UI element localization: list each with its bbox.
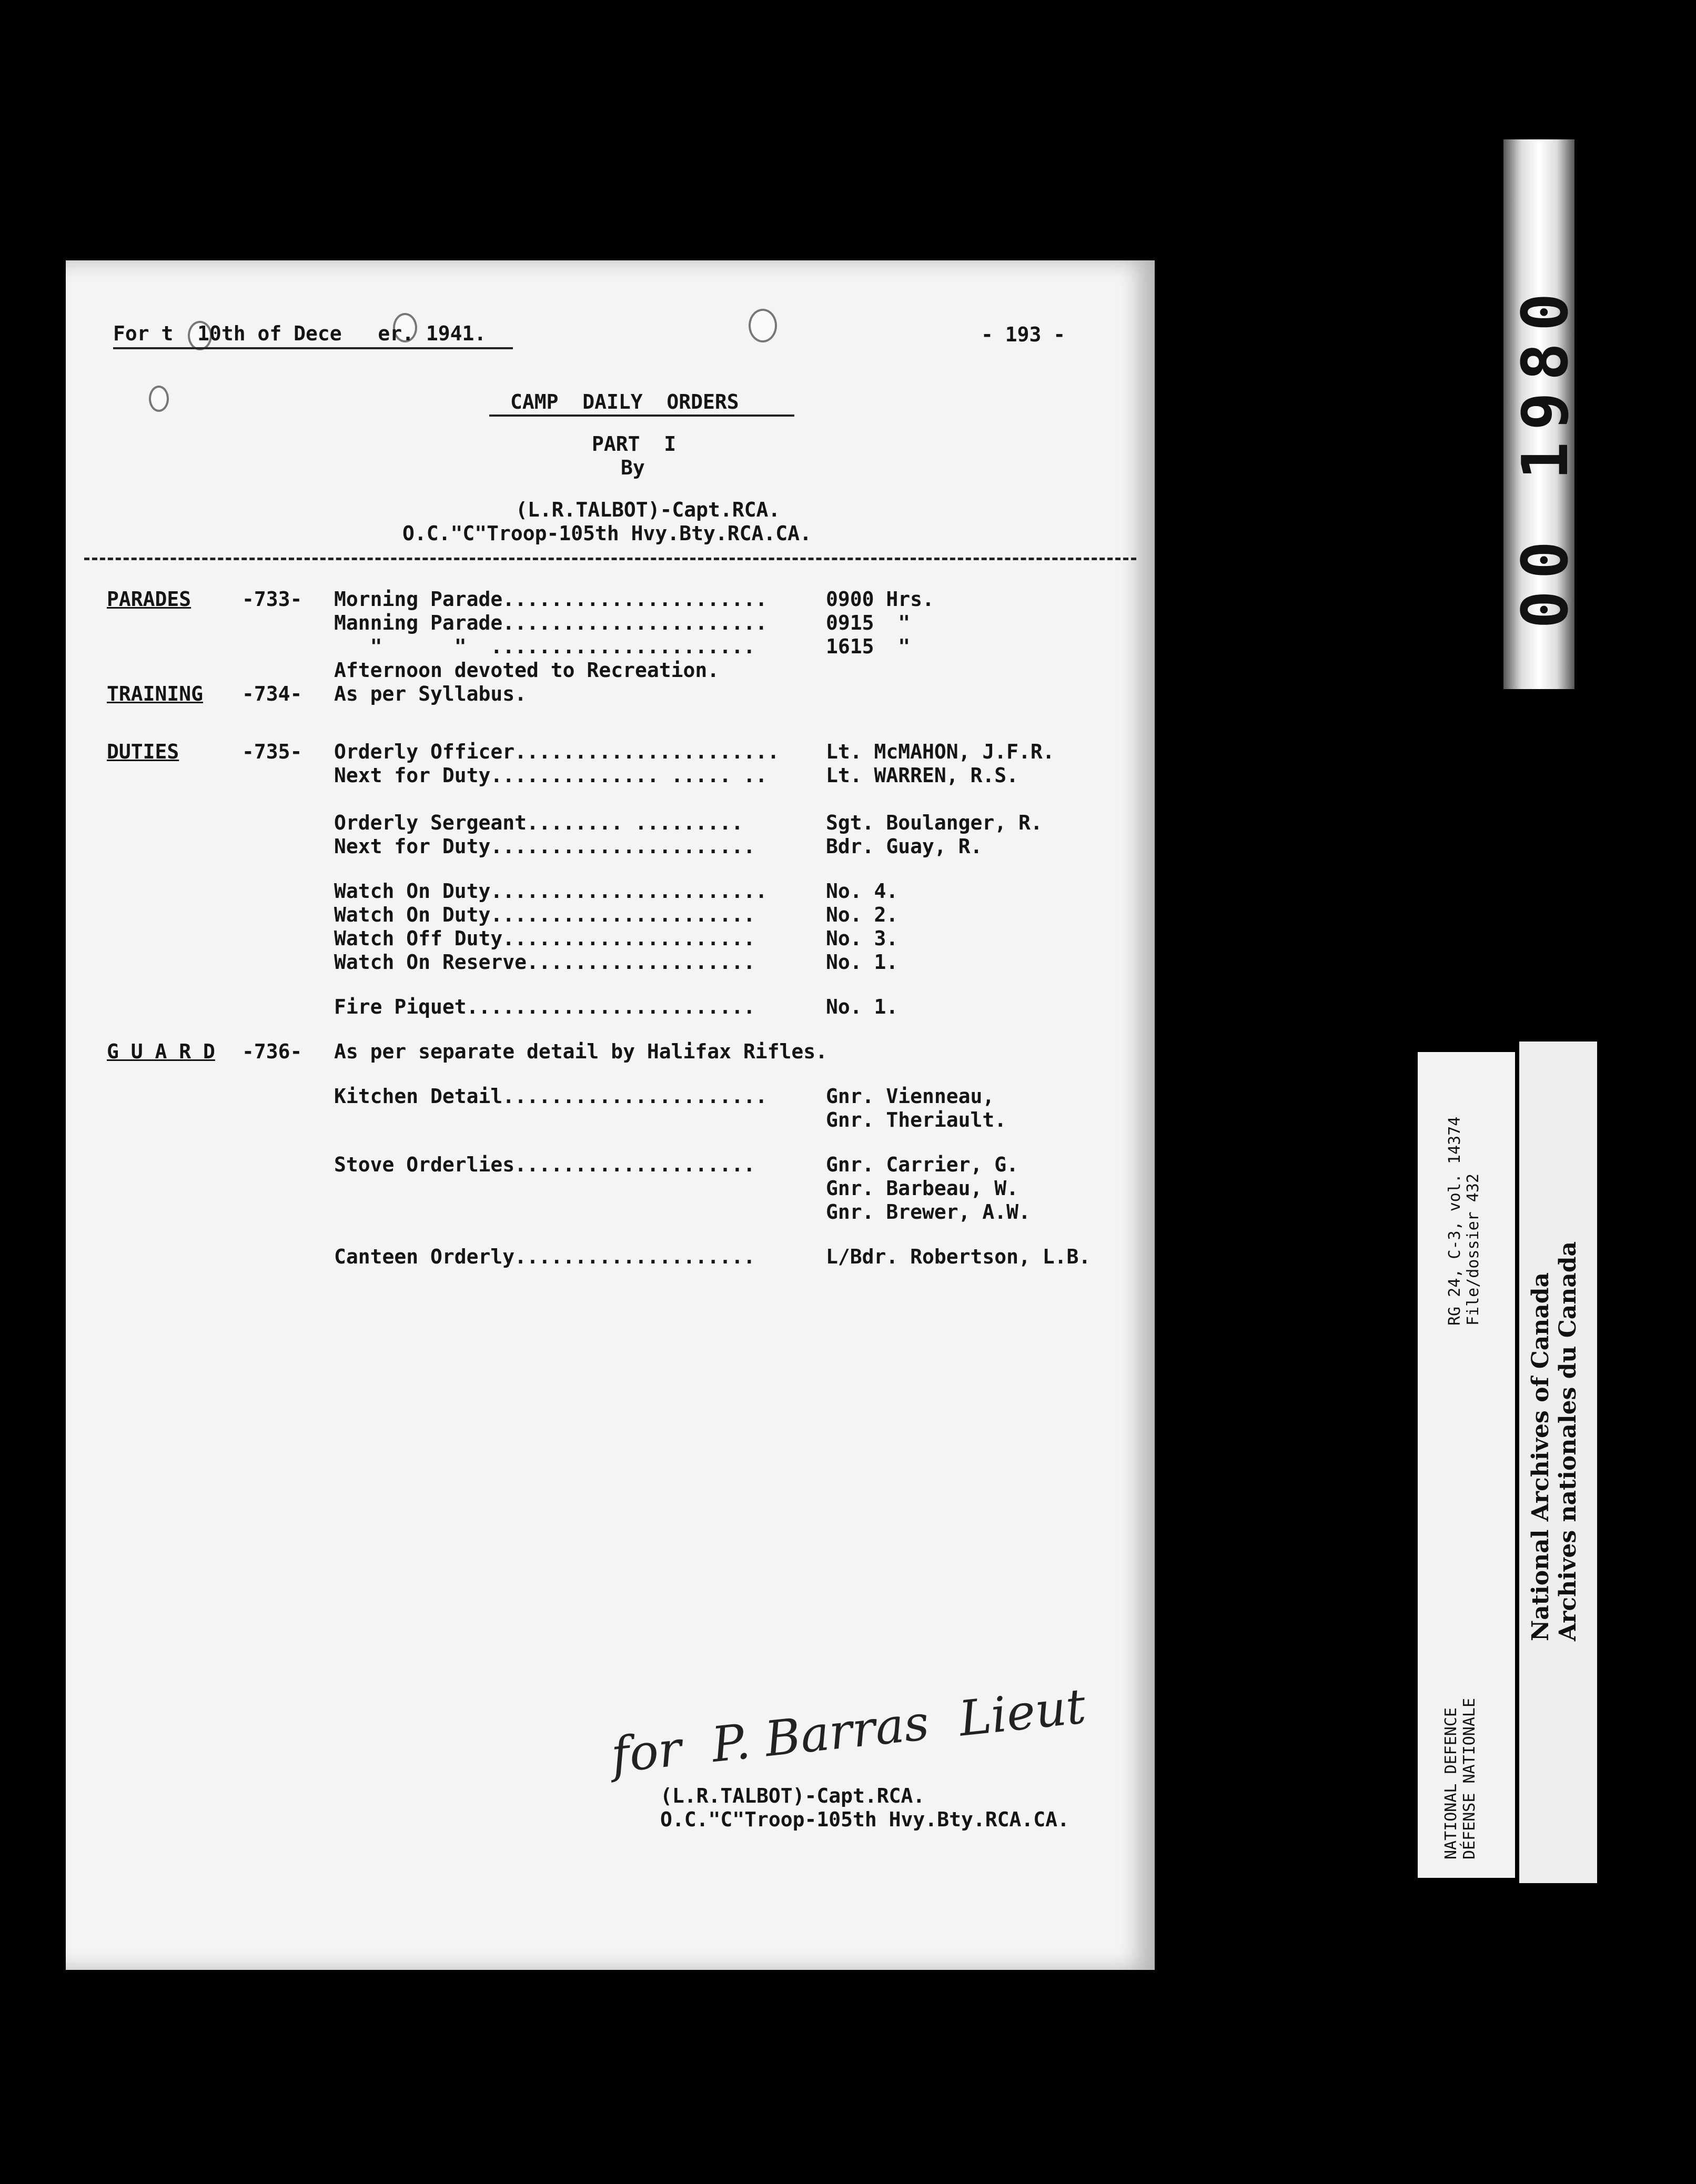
order-item: Orderly Officer...................... bbox=[334, 740, 780, 763]
order-value: No. 2. bbox=[826, 903, 899, 926]
order-value: 0915 " bbox=[826, 611, 911, 634]
section-heading: TRAINING bbox=[107, 682, 204, 705]
national-archives-en: National Archives of Canada bbox=[1527, 1272, 1554, 1641]
order-number: -736- bbox=[242, 1040, 302, 1063]
order-value: No. 3. bbox=[826, 927, 899, 950]
order-item: Fire Piquet........................ bbox=[334, 995, 755, 1018]
frame-number: 00 1980 bbox=[1509, 281, 1582, 629]
authority-name: (L.R.TALBOT)-Capt.RCA. bbox=[516, 498, 781, 521]
order-item: Stove Orderlies.................... bbox=[334, 1153, 755, 1176]
order-item: Morning Parade...................... bbox=[334, 588, 768, 611]
order-value: Gnr. Theriault. bbox=[826, 1108, 1007, 1131]
order-number: -734- bbox=[242, 682, 302, 705]
order-item: Orderly Sergeant........ ......... bbox=[334, 811, 743, 834]
order-value: Bdr. Guay, R. bbox=[826, 835, 983, 858]
order-item: Watch On Reserve................... bbox=[334, 951, 755, 974]
order-item: Watch Off Duty..................... bbox=[334, 927, 755, 950]
authority-unit: O.C."C"Troop-105th Hvy.Bty.RCA.CA. bbox=[402, 522, 812, 545]
order-value: Sgt. Boulanger, R. bbox=[826, 811, 1043, 834]
section-heading: G U A R D bbox=[107, 1040, 215, 1063]
order-item: As per separate detail by Halifax Rifles. bbox=[334, 1040, 827, 1063]
order-item: Next for Duty.............. ..... .. bbox=[334, 764, 768, 787]
order-value: Lt. McMAHON, J.F.R. bbox=[826, 740, 1055, 763]
order-number: -733- bbox=[242, 588, 302, 611]
section-heading: PARADES bbox=[107, 588, 191, 611]
camp-orders-title: CAMP DAILY ORDERS bbox=[510, 390, 739, 413]
signature-line-1: (L.R.TALBOT)-Capt.RCA. bbox=[660, 1784, 925, 1807]
section-heading: DUTIES bbox=[107, 740, 179, 763]
archive-reference-file: File/dossier 432 bbox=[1464, 1174, 1482, 1326]
order-item: Watch On Duty...................... bbox=[334, 903, 755, 926]
handwritten-signature: for P. Barras Lieut bbox=[608, 1677, 1088, 1784]
order-value: L/Bdr. Robertson, L.B. bbox=[826, 1245, 1091, 1268]
archive-reference-label bbox=[1418, 1052, 1515, 1878]
title-underline bbox=[489, 414, 794, 417]
typed-order-page bbox=[66, 260, 1155, 1970]
order-value: No. 4. bbox=[826, 879, 899, 903]
order-value: Gnr. Brewer, A.W. bbox=[826, 1200, 1031, 1224]
order-item: Kitchen Detail...................... bbox=[334, 1085, 768, 1108]
order-value: No. 1. bbox=[826, 951, 899, 974]
order-item: Canteen Orderly.................... bbox=[334, 1245, 755, 1268]
archive-reference-volume: RG 24, C-3, vol. 14374 bbox=[1446, 1116, 1464, 1326]
order-item: Afternoon devoted to Recreation. bbox=[334, 659, 720, 682]
order-item: As per Syllabus. bbox=[334, 682, 527, 705]
part-label: PART I bbox=[592, 432, 677, 456]
order-value: 1615 " bbox=[826, 635, 911, 658]
frame-number-strip bbox=[1503, 139, 1582, 689]
order-value: No. 1. bbox=[826, 995, 899, 1018]
punch-hole bbox=[149, 386, 169, 412]
date-underline bbox=[113, 347, 513, 349]
national-archives-label bbox=[1519, 1042, 1597, 1883]
by-label: By bbox=[621, 456, 645, 479]
order-number: -735- bbox=[242, 740, 302, 763]
order-item: Watch On Duty....................... bbox=[334, 879, 768, 903]
date-line: For t 10th of Dece er. 1941. bbox=[113, 322, 487, 345]
separator-dashed-line bbox=[84, 558, 1136, 560]
order-item: Manning Parade...................... bbox=[334, 611, 768, 634]
order-value: 0900 Hrs. bbox=[826, 588, 934, 611]
order-value: Gnr. Vienneau, bbox=[826, 1085, 995, 1108]
order-value: Gnr. Carrier, G. bbox=[826, 1153, 1019, 1176]
national-defence-fr: DÉFENSE NATIONALE bbox=[1460, 1697, 1479, 1859]
order-item: Next for Duty...................... bbox=[334, 835, 755, 858]
national-archives-fr: Archives nationales du Canada bbox=[1554, 1241, 1581, 1641]
page-number: - 193 - bbox=[981, 323, 1066, 346]
order-value: Gnr. Barbeau, W. bbox=[826, 1177, 1019, 1200]
national-defence-en: NATIONAL DEFENCE bbox=[1442, 1707, 1460, 1859]
order-item: " " ...................... bbox=[334, 635, 755, 658]
signature-line-2: O.C."C"Troop-105th Hvy.Bty.RCA.CA. bbox=[660, 1808, 1069, 1831]
order-value: Lt. WARREN, R.S. bbox=[826, 764, 1019, 787]
punch-hole bbox=[749, 309, 777, 342]
